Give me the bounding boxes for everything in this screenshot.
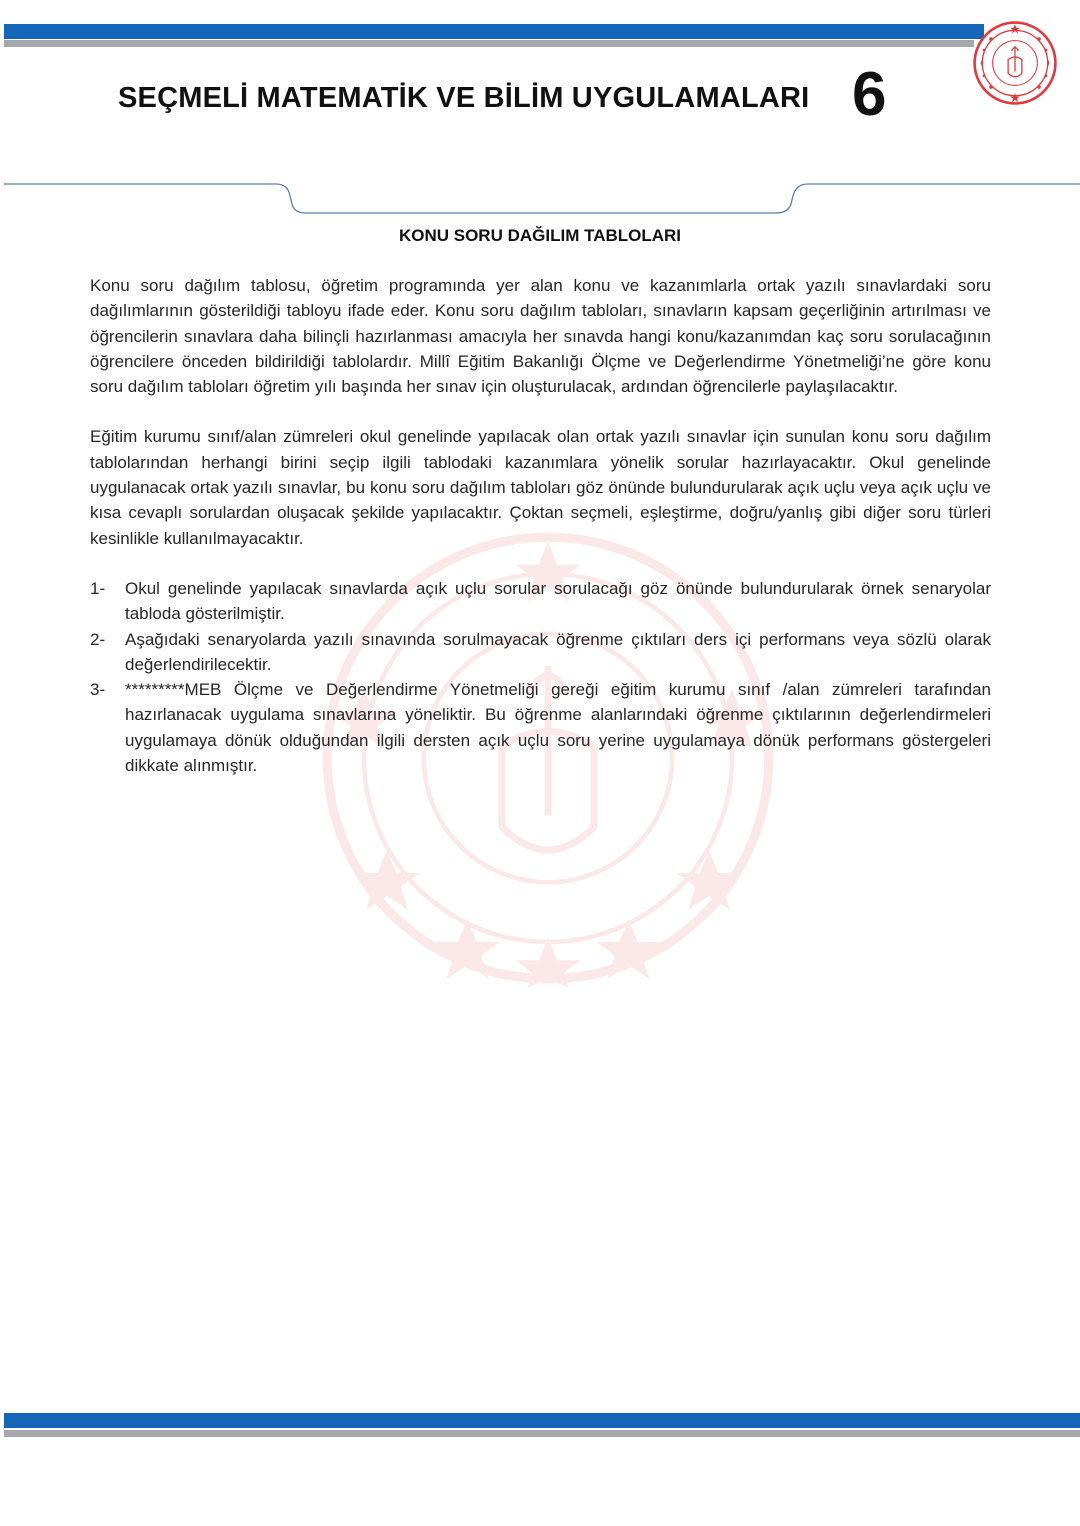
note-number: 2- <box>90 629 106 649</box>
intro-paragraph: Konu soru dağılım tablosu, öğretim programında yer alan konu ve kazanımlarla ortak yazılı sınavlardaki soru dağılımlarının gösterildiği tabloyu ifade eder. Konu soru dağılım tabloları, sınavların kapsam geçerliğinin artırılması ve öğrencilerin sınavlara daha bilinçli hazırlanması amacıyla her sınavda hangi konu/kazanımdan kaç soru sorulacağının öğrencilere önceden bildirildiği tablolardır. Millî Eğitim Bakanlığı Ölçme ve Değerlendirme Yönetmeliği’ne göre konu soru dağılım tabloları öğretim yılı başında her sınav için oluşturulacak, ardından öğrencilerle paylaşılacaktır. <box>90 276 991 397</box>
notes-list <box>90 576 991 778</box>
header-divider <box>0 180 1080 220</box>
document-title: SEÇMELİ MATEMATİK VE BİLİM UYGULAMALARI <box>118 82 810 114</box>
note-text: *********MEB Ölçme ve Değerlendirme Yönetmeliği gereği eğitim kurumu sınıf /alan zümreleri tarafından hazırlanacak uygulama sınavlarına yöneliktir. Bu öğrenme alanlarındaki öğrenme çıktılarının değerlendirmeleri uygulamaya dönük olduğundan ilgili dersten açık uçlu soru yerine uygulamaya dönük performans göstergeleri dikkate alınmıştır. <box>125 680 991 776</box>
top-bar-blue <box>4 24 984 39</box>
meb-emblem-icon <box>972 20 1058 106</box>
document-body <box>90 273 991 778</box>
note-number: 1- <box>90 578 106 598</box>
exam-paragraph: Eğitim kurumu sınıf/alan zümreleri okul genelinde yapılacak olan ortak yazılı sınavlar için sunulan konu soru dağılım tablolarından herhangi birini seçip ilgili tablodaki kazanımlara yönelik sorular hazırlayacaktır. Okul genelinde uygulanacak ortak yazılı sınavlar, bu konu soru dağılım tabloları göz önünde bulundurularak açık uçlu veya açık uçlu ve kısa cevaplı sorulardan oluşacak şekilde yapılacaktır. Çoktan seçmeli, eşleştirme, doğru/yanlış gibi diğer soru türleri kesinlikle kullanılmayacaktır. <box>90 427 991 548</box>
note-text: Aşağıdaki senaryolarda yazılı sınavında sorulmayacak öğrenme çıktıları ders içi performans veya sözlü olarak değerlendirilecektir. <box>125 629 991 674</box>
grade-number: 6 <box>852 60 887 129</box>
note-text: Okul genelinde yapılacak sınavlarda açık uçlu sorular sorulacağı göz önünde bulundurularak örnek senaryolar tabloda gösterilmiştir. <box>125 578 991 624</box>
bottom-bar-gray <box>4 1430 1080 1437</box>
note-number: 3- <box>90 680 106 700</box>
section-title: KONU SORU DAĞILIM TABLOLARI <box>398 226 682 245</box>
top-bar-gray <box>4 40 974 47</box>
list-item <box>90 576 991 627</box>
list-item <box>90 677 991 778</box>
list-item <box>90 627 991 678</box>
bottom-bar-blue <box>4 1413 1080 1428</box>
